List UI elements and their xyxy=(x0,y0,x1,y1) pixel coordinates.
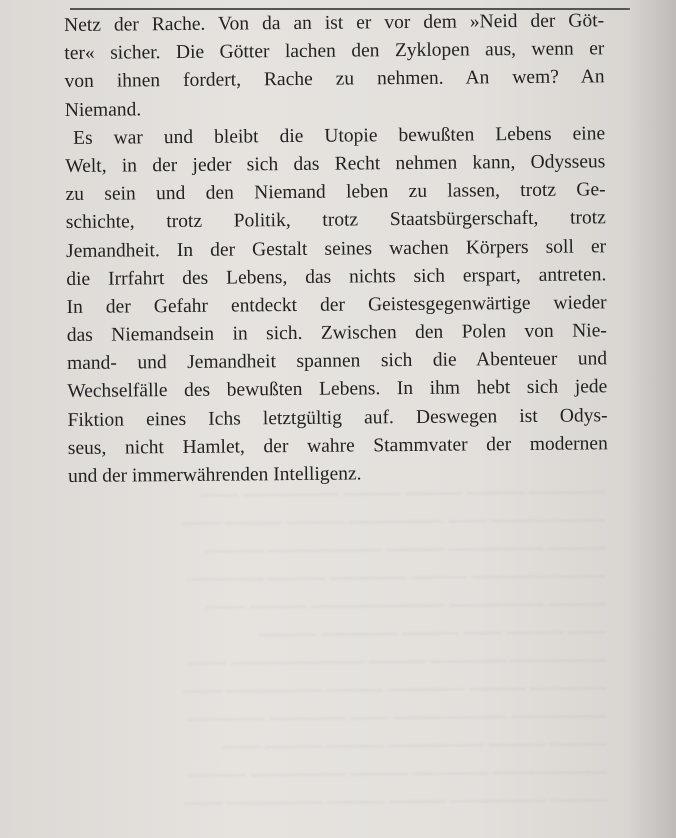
body-text xyxy=(64,7,608,491)
bleed-line: ——— ————— ——— —————— ——— xyxy=(206,536,606,562)
bleed-line: ——————— ——— ———— ——— ———— xyxy=(187,564,606,590)
bleed-line: —————— ———— ——— ————— ——— xyxy=(189,760,608,786)
bleed-line: ———— ——— ———— ——— ————— —— xyxy=(183,676,607,702)
bleed-line: ——— ——— ————— ——— ——— —— xyxy=(222,732,607,757)
bleed-line: ————— —————— —— ———— ———— xyxy=(188,704,607,730)
bleed-line: —— ——— —— ——— ———— ——— xyxy=(259,620,606,645)
text-line: In der Gefahr entdeckt der Geistesgegenwärtige wieder xyxy=(66,292,607,318)
text-line: Welt, in der jeder sich das Recht nehmen kann, Odysseus xyxy=(65,151,606,177)
page-shadow-edge xyxy=(626,0,676,838)
text-line: Niemand. xyxy=(64,98,142,121)
text-line: Wechselfälle des bewußten Lebens. In ihm hebt sich jede xyxy=(67,376,608,403)
text-line: das Niemandsein in sich. Zwischen den Polen von Nie- xyxy=(66,320,607,347)
text-line: und der immerwährenden Intelligenz. xyxy=(67,463,362,487)
text-line: seus, nicht Hamlet, der wahre Stammvater der modernen xyxy=(67,433,608,459)
bleed-line: ————— ———— ——— ——————— —— xyxy=(188,648,607,674)
bleed-line: ——— ————— ——————— ——— —— xyxy=(206,592,606,618)
bleed-line: ——— ————— ——— ——— ————— —— xyxy=(184,788,608,814)
text-line: Fiktion eines Ichs letztgültig auf. Deswegen ist Odys- xyxy=(67,404,608,431)
text-line: mand- und Jemandheit spannen sich die Abenteuer und xyxy=(66,348,608,375)
bleed-through-text xyxy=(65,478,608,819)
bleed-line: —————— —— ————— ——— ——— —— xyxy=(182,508,605,534)
text-line: zu sein und den Niemand leben zu lassen, trotz Ge- xyxy=(65,179,606,206)
text-line: von ihnen fordert, Rache zu nehmen. An wem? An xyxy=(64,66,605,93)
text-line: ter« sicher. Die Götter lachen den Zyklopen aus, wenn er xyxy=(64,38,605,65)
text-line: Jemandheit. In der Gestalt seines wachen Körpers soll er xyxy=(65,235,607,262)
text-line: Es war und bleibt die Utopie bewußten Lebens eine xyxy=(73,123,606,149)
text-line: schichte, trotz Politik, trotz Staatsbürgerschaft, trotz xyxy=(65,207,606,234)
text-line: Netz der Rache. Von da an ist er vor dem »Neid der Göt- xyxy=(64,10,605,36)
bleed-line: ———— ——— ——— ——— ————— —— xyxy=(200,480,605,506)
text-line: die Irrfahrt des Lebens, das nichts sich erspart, antreten. xyxy=(66,263,607,290)
